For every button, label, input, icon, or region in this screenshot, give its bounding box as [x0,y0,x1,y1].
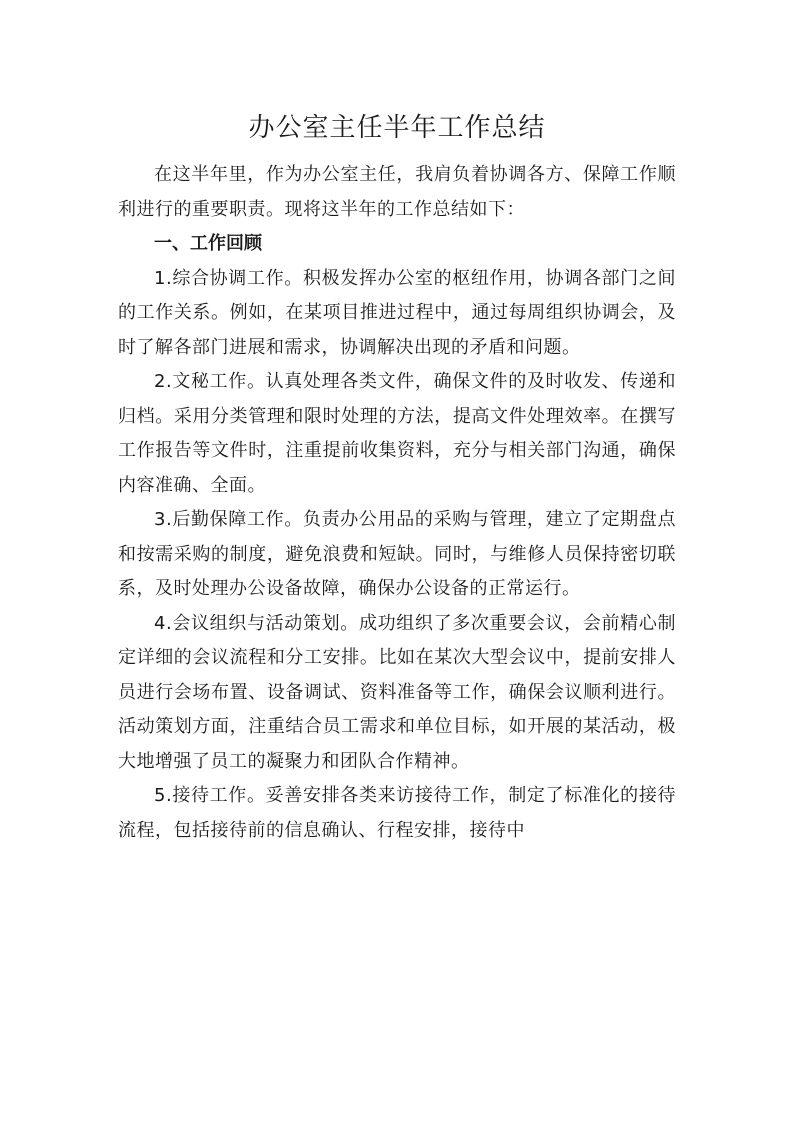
item-lead: 5.接待工作。 [154,785,266,806]
item-lead: 2.文秘工作。 [154,371,266,392]
item-text: 妥善安排各类来访接待工作，制定了标准化的接待流程，包括接待前的信息确认、行程安排，接待中 [118,785,676,841]
item-paragraph-2 [118,365,676,503]
section-heading: 一、工作回顾 [154,233,262,254]
item-text: 负责办公用品的采购与管理，建立了定期盘点和按需采购的制度，避免浪费和短缺。同时，与维修人员保持密切联系，及时处理办公设备故障，确保办公设备的正常运行。 [118,509,676,599]
item-lead: 3.后勤保障工作。 [154,509,303,530]
document-title: 办公室主任半年工作总结 [248,113,546,143]
item-paragraph-5 [118,779,676,848]
item-text: 积极发挥办公室的枢纽作用，协调各部门之间的工作关系。例如，在某项目推进过程中，通过每周组织协调会，及时了解各部门进展和需求，协调解决出现的矛盾和问题。 [118,267,676,358]
intro-paragraph: 在这半年里，作为办公室主任，我肩负着协调各方、保障工作顺利进行的重要职责。现将这半年的工作总结如下： [118,164,676,220]
item-paragraph-3 [118,503,676,607]
item-lead: 4.会议组织与活动策划。 [154,612,359,634]
item-paragraph-1 [118,262,676,366]
item-text: 认真处理各类文件，确保文件的及时收发、传递和归档。采用分类管理和限时处理的方法，提高文件处理效率。在撰写工作报告等文件时，注重提前收集资料，充分与相关部门沟通，确保内容准确、全面。 [118,371,676,496]
item-paragraph-4 [118,607,676,780]
document-page [118,108,676,848]
item-lead: 1.综合协调工作。 [154,267,303,289]
item-text: 成功组织了多次重要会议，会前精心制定详细的会议流程和分工安排。比如在某次大型会议中，提前安排人员进行会场布置、设备调试、资料准备等工作，确保会议顺利进行。活动策划方面，注重结合员工需求和单位目标，如开展的某活动，极大地增强了员工的凝聚力和团队合作精神。 [118,612,676,772]
